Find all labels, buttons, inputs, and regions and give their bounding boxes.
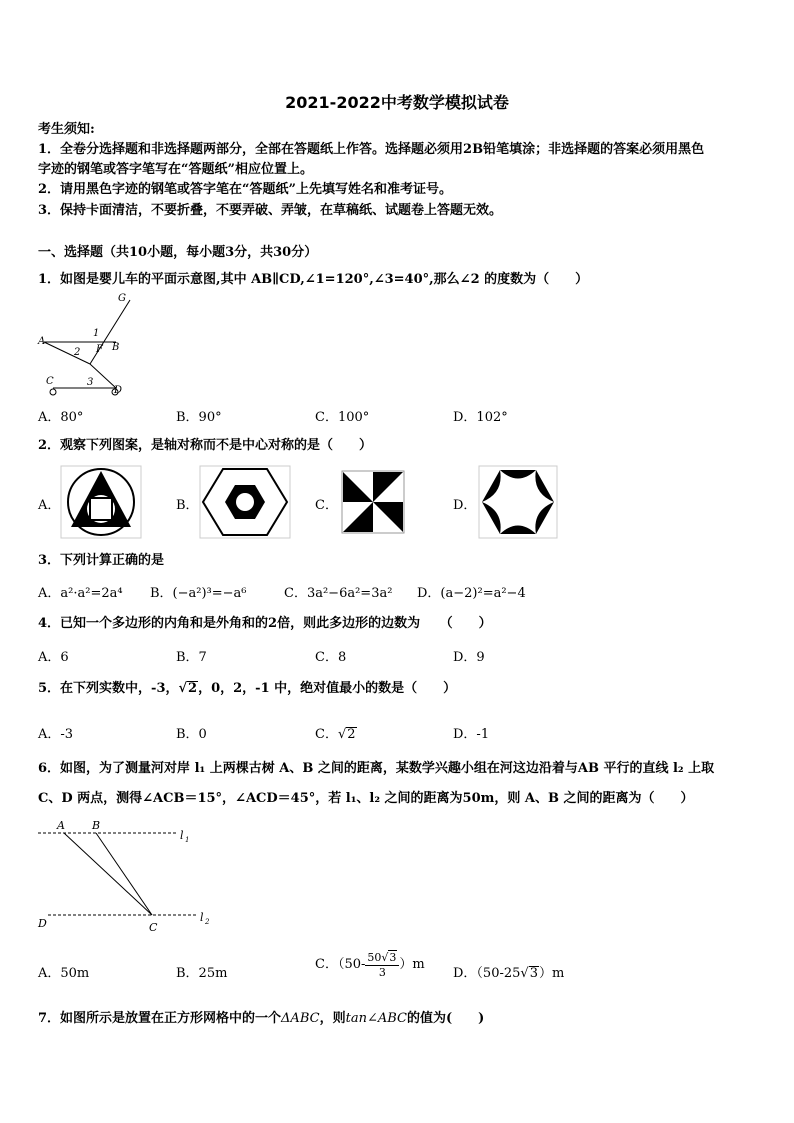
q6-option-c-post: ）m — [399, 957, 425, 972]
q2-stem: 2．观察下列图案，是轴对称而不是中心对称的是（ ） — [38, 438, 373, 453]
q4-stem: 4．已知一个多边形的内角和是外角和的2倍，则此多边形的边数为 （ ） — [38, 616, 492, 631]
q1-option-c[interactable]: C．100° — [315, 410, 370, 425]
q5-stem-pre: 5．在下列实数中，-3， — [38, 681, 179, 696]
q6-label-c: C — [149, 921, 158, 934]
q2-pattern-b[interactable] — [199, 465, 291, 539]
notice-line-1: 1．全卷分选择题和非选择题两部分，全部在答题纸上作答。选择题必须用2B铅笔填涂；非选择题的答案必须用黑色 — [38, 142, 705, 157]
notice-heading: 考生须知: — [38, 122, 95, 137]
q4-option-b[interactable]: B．7 — [176, 650, 207, 665]
q1-label-g: G — [118, 293, 126, 304]
q6-label-a: A — [57, 819, 65, 832]
q3-stem: 3．下列计算正确的是 — [38, 553, 165, 568]
q5-option-c[interactable] — [315, 723, 357, 742]
q3-option-d[interactable]: D．(a−2)²=a²−4 — [417, 586, 526, 601]
q1-option-d[interactable]: D．102° — [453, 410, 508, 425]
q2-option-c-label[interactable]: C． — [315, 498, 338, 513]
notice-line-1b: 字迹的钢笔或答字笔写在“答题纸”相应位置上。 — [38, 162, 313, 177]
q5-option-d[interactable]: D．-1 — [453, 727, 490, 742]
q5-sqrt-sign: √ — [178, 681, 188, 696]
notice-line-2: 2．请用黑色字迹的钢笔或答字笔在“答题纸”上先填写姓名和准考证号。 — [38, 182, 453, 197]
q1-option-b[interactable]: B．90° — [176, 410, 222, 425]
q7-tan-expression: tan∠ABC — [345, 1011, 407, 1026]
section-heading: 一、选择题（共10小题，每小题3分，共30分） — [38, 245, 318, 260]
q6-option-c[interactable] — [315, 950, 425, 979]
q5-option-c-sqrt-value: 2 — [347, 727, 356, 742]
q2-option-d-label[interactable]: D． — [453, 498, 477, 513]
q6-option-d-pre: D．（50-25 — [453, 966, 521, 981]
q6-option-a[interactable]: A．50m — [38, 966, 90, 981]
q2-pattern-c[interactable] — [341, 470, 405, 534]
q4-option-d[interactable]: D．9 — [453, 650, 485, 665]
q6-label-l2-sub: 2 — [205, 918, 210, 926]
q6-river-diagram — [36, 815, 216, 935]
q7-stem-pre: 7．如图所示是放置在正方形网格中的一个 — [38, 1011, 282, 1026]
q2-option-b-label[interactable]: B． — [176, 498, 199, 513]
q7-stem-post: 的值为( ) — [406, 1011, 485, 1026]
q5-option-c-sqrt-sign: √ — [337, 727, 347, 742]
q6-option-d-post: ）m — [538, 966, 565, 981]
q1-label-c: C — [46, 376, 54, 387]
q1-stem: 1．如图是婴儿车的平面示意图,其中 AB∥CD,∠1=120°,∠3=40°,那么∠2 的度数为（ ） — [38, 272, 589, 287]
q1-label-f: F — [96, 344, 103, 355]
q6-label-d: D — [38, 917, 47, 930]
q6-label-b: B — [92, 819, 101, 832]
q4-option-c[interactable]: C．8 — [315, 650, 347, 665]
q7-stem-mid: ，则 — [319, 1011, 346, 1026]
q6-option-b[interactable]: B．25m — [176, 966, 228, 981]
q1-stroller-diagram — [36, 292, 136, 402]
q3-option-b[interactable]: B．(−a²)³=−a⁶ — [150, 586, 247, 601]
q6-stem-line-1: 6．如图，为了测量河对岸 l₁ 上两棵古树 A、B 之间的距离，某数学兴趣小组在河这边沿着与AB 平行的直线 l₂ 上取 — [38, 761, 715, 776]
q1-angle-3: 3 — [87, 377, 94, 388]
q5-sqrt-value: 2 — [188, 681, 198, 696]
q6-option-c-pre: C．（50- — [315, 957, 366, 972]
q6-option-d[interactable] — [453, 962, 564, 981]
q4-option-a[interactable]: A．6 — [38, 650, 69, 665]
page-title: 2021-2022中考数学模拟试卷 — [285, 93, 509, 112]
q6-option-d-sqrt-sign: √ — [520, 966, 529, 981]
q7-triangle: ΔABC — [281, 1011, 320, 1026]
q5-option-b[interactable]: B．0 — [176, 727, 207, 742]
q1-option-a[interactable]: A．80° — [38, 410, 84, 425]
q3-option-c[interactable]: C．3a²−6a²=3a² — [284, 586, 393, 601]
notice-line-3: 3．保持卡面清洁，不要折叠，不要弄破、弄皱，在草稿纸、试题卷上答题无效。 — [38, 203, 503, 218]
q6-option-c-fraction — [365, 950, 399, 979]
q6-label-l1-sub: 1 — [185, 836, 190, 844]
q6-option-c-num-sqrt: 3 — [389, 951, 397, 964]
q5-option-c-label: C． — [315, 727, 338, 742]
q1-label-a: A — [38, 336, 46, 347]
q1-angle-2: 2 — [74, 347, 81, 358]
q3-option-a[interactable]: A．a²·a²=2a⁴ — [38, 586, 123, 601]
q5-stem-post: ，0，2，-1 中，绝对值最小的数是（ ） — [198, 681, 457, 696]
q5-option-a[interactable]: A．-3 — [38, 727, 74, 742]
q7-stem — [38, 1010, 484, 1028]
q1-angle-1: 1 — [93, 328, 100, 339]
q6-option-c-num: 50 — [367, 951, 382, 964]
q6-option-d-sqrt: 3 — [529, 966, 538, 981]
q6-label-l1: l — [180, 829, 184, 842]
q6-label-l2: l — [200, 911, 204, 924]
q5-stem — [38, 680, 456, 698]
q1-label-b: B — [112, 342, 120, 353]
q2-pattern-d[interactable] — [478, 465, 558, 539]
q1-label-d: D — [114, 385, 123, 396]
q2-option-a-label[interactable]: A． — [38, 498, 61, 513]
q6-option-c-den: 3 — [378, 966, 386, 979]
q2-pattern-a[interactable] — [60, 465, 142, 539]
q6-stem-line-2: C、D 两点，测得∠ACB＝15°，∠ACD＝45°，若 l₁、l₂ 之间的距离为50m，则 A、B 之间的距离为（ ） — [38, 791, 694, 806]
q6-option-c-sqrt-sign: √ — [381, 951, 389, 964]
